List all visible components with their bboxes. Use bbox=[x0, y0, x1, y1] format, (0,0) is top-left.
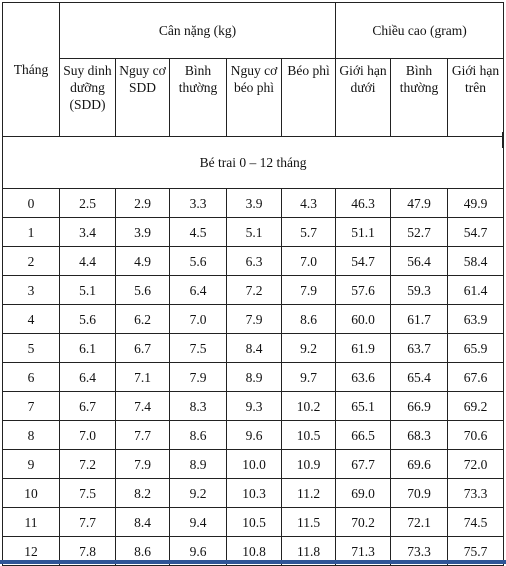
table-row bbox=[3, 479, 504, 508]
value-cell: 9.6 bbox=[170, 537, 227, 566]
value-cell: 10.2 bbox=[282, 392, 336, 421]
value-cell: 52.7 bbox=[391, 218, 448, 247]
month-cell: 6 bbox=[3, 363, 60, 392]
value-cell: 10.8 bbox=[227, 537, 282, 566]
value-cell: 6.4 bbox=[170, 276, 227, 305]
value-cell: 3.3 bbox=[170, 189, 227, 218]
value-cell: 7.7 bbox=[60, 508, 116, 537]
value-cell: 7.9 bbox=[170, 363, 227, 392]
table-row bbox=[3, 450, 504, 479]
value-cell: 6.1 bbox=[60, 334, 116, 363]
value-cell: 7.0 bbox=[282, 247, 336, 276]
month-cell: 10 bbox=[3, 479, 60, 508]
value-cell: 70.2 bbox=[336, 508, 391, 537]
value-cell: 6.3 bbox=[227, 247, 282, 276]
value-cell: 61.4 bbox=[448, 276, 504, 305]
month-cell: 0 bbox=[3, 189, 60, 218]
table-row bbox=[3, 189, 504, 218]
value-cell: 67.7 bbox=[336, 450, 391, 479]
value-cell: 69.6 bbox=[391, 450, 448, 479]
value-cell: 9.4 bbox=[170, 508, 227, 537]
month-cell: 4 bbox=[3, 305, 60, 334]
col-header-lower-limit: Giới hạn dưới bbox=[336, 59, 391, 137]
month-cell: 3 bbox=[3, 276, 60, 305]
value-cell: 6.2 bbox=[116, 305, 170, 334]
value-cell: 74.5 bbox=[448, 508, 504, 537]
table-row bbox=[3, 305, 504, 334]
value-cell: 9.2 bbox=[282, 334, 336, 363]
value-cell: 7.0 bbox=[60, 421, 116, 450]
month-cell: 7 bbox=[3, 392, 60, 421]
value-cell: 2.5 bbox=[60, 189, 116, 218]
bottom-border-bar bbox=[0, 560, 506, 564]
value-cell: 10.9 bbox=[282, 450, 336, 479]
value-cell: 69.2 bbox=[448, 392, 504, 421]
value-cell: 8.6 bbox=[282, 305, 336, 334]
value-cell: 68.3 bbox=[391, 421, 448, 450]
section-title: Bé trai 0 – 12 tháng bbox=[3, 137, 504, 189]
value-cell: 61.9 bbox=[336, 334, 391, 363]
value-cell: 10.3 bbox=[227, 479, 282, 508]
value-cell: 11.2 bbox=[282, 479, 336, 508]
height-group-header: Chiều cao (gram) bbox=[336, 3, 504, 59]
value-cell: 8.4 bbox=[116, 508, 170, 537]
value-cell: 8.3 bbox=[170, 392, 227, 421]
table-row bbox=[3, 392, 504, 421]
value-cell: 51.1 bbox=[336, 218, 391, 247]
value-cell: 7.7 bbox=[116, 421, 170, 450]
growth-table bbox=[2, 2, 504, 566]
value-cell: 9.3 bbox=[227, 392, 282, 421]
col-header-upper-limit: Giới hạn trên bbox=[448, 59, 504, 137]
value-cell: 59.3 bbox=[391, 276, 448, 305]
value-cell: 5.1 bbox=[60, 276, 116, 305]
value-cell: 69.0 bbox=[336, 479, 391, 508]
value-cell: 66.9 bbox=[391, 392, 448, 421]
value-cell: 11.5 bbox=[282, 508, 336, 537]
value-cell: 9.2 bbox=[170, 479, 227, 508]
value-cell: 10.5 bbox=[227, 508, 282, 537]
value-cell: 63.6 bbox=[336, 363, 391, 392]
value-cell: 4.9 bbox=[116, 247, 170, 276]
value-cell: 54.7 bbox=[448, 218, 504, 247]
value-cell: 8.6 bbox=[116, 537, 170, 566]
value-cell: 8.2 bbox=[116, 479, 170, 508]
value-cell: 56.4 bbox=[391, 247, 448, 276]
value-cell: 54.7 bbox=[336, 247, 391, 276]
value-cell: 7.8 bbox=[60, 537, 116, 566]
col-header-risk-obese: Nguy cơ béo phì bbox=[227, 59, 282, 137]
value-cell: 7.5 bbox=[60, 479, 116, 508]
col-header-normal-weight: Bình thường bbox=[170, 59, 227, 137]
value-cell: 6.7 bbox=[60, 392, 116, 421]
table-row bbox=[3, 334, 504, 363]
value-cell: 65.4 bbox=[391, 363, 448, 392]
value-cell: 7.9 bbox=[227, 305, 282, 334]
value-cell: 71.3 bbox=[336, 537, 391, 566]
value-cell: 6.4 bbox=[60, 363, 116, 392]
value-cell: 67.6 bbox=[448, 363, 504, 392]
value-cell: 8.9 bbox=[170, 450, 227, 479]
value-cell: 10.5 bbox=[282, 421, 336, 450]
value-cell: 4.5 bbox=[170, 218, 227, 247]
value-cell: 72.1 bbox=[391, 508, 448, 537]
value-cell: 73.3 bbox=[391, 537, 448, 566]
value-cell: 2.9 bbox=[116, 189, 170, 218]
value-cell: 75.7 bbox=[448, 537, 504, 566]
value-cell: 3.9 bbox=[227, 189, 282, 218]
value-cell: 9.7 bbox=[282, 363, 336, 392]
value-cell: 70.6 bbox=[448, 421, 504, 450]
value-cell: 7.5 bbox=[170, 334, 227, 363]
value-cell: 63.7 bbox=[391, 334, 448, 363]
month-cell: 5 bbox=[3, 334, 60, 363]
value-cell: 4.3 bbox=[282, 189, 336, 218]
value-cell: 5.7 bbox=[282, 218, 336, 247]
value-cell: 7.9 bbox=[116, 450, 170, 479]
value-cell: 8.6 bbox=[170, 421, 227, 450]
value-cell: 66.5 bbox=[336, 421, 391, 450]
month-cell: 12 bbox=[3, 537, 60, 566]
table-row bbox=[3, 508, 504, 537]
month-cell: 8 bbox=[3, 421, 60, 450]
value-cell: 7.9 bbox=[282, 276, 336, 305]
value-cell: 4.4 bbox=[60, 247, 116, 276]
value-cell: 60.0 bbox=[336, 305, 391, 334]
value-cell: 7.2 bbox=[60, 450, 116, 479]
value-cell: 5.1 bbox=[227, 218, 282, 247]
value-cell: 9.6 bbox=[227, 421, 282, 450]
month-cell: 11 bbox=[3, 508, 60, 537]
value-cell: 3.9 bbox=[116, 218, 170, 247]
value-cell: 47.9 bbox=[391, 189, 448, 218]
col-header-obese: Béo phì bbox=[282, 59, 336, 137]
value-cell: 5.6 bbox=[170, 247, 227, 276]
value-cell: 49.9 bbox=[448, 189, 504, 218]
value-cell: 63.9 bbox=[448, 305, 504, 334]
value-cell: 8.9 bbox=[227, 363, 282, 392]
month-header: Tháng bbox=[3, 3, 60, 137]
col-header-risk-sdd: Nguy cơ SDD bbox=[116, 59, 170, 137]
value-cell: 7.2 bbox=[227, 276, 282, 305]
table-row bbox=[3, 421, 504, 450]
value-cell: 65.9 bbox=[448, 334, 504, 363]
table-row bbox=[3, 363, 504, 392]
value-cell: 10.0 bbox=[227, 450, 282, 479]
value-cell: 5.6 bbox=[60, 305, 116, 334]
value-cell: 65.1 bbox=[336, 392, 391, 421]
value-cell: 11.8 bbox=[282, 537, 336, 566]
month-cell: 1 bbox=[3, 218, 60, 247]
value-cell: 61.7 bbox=[391, 305, 448, 334]
col-header-sdd: Suy dinh dưỡng (SDD) bbox=[60, 59, 116, 137]
value-cell: 58.4 bbox=[448, 247, 504, 276]
weight-group-header: Cân nặng (kg) bbox=[60, 3, 336, 59]
value-cell: 8.4 bbox=[227, 334, 282, 363]
month-cell: 2 bbox=[3, 247, 60, 276]
value-cell: 57.6 bbox=[336, 276, 391, 305]
table-row bbox=[3, 247, 504, 276]
value-cell: 46.3 bbox=[336, 189, 391, 218]
value-cell: 7.0 bbox=[170, 305, 227, 334]
value-cell: 7.4 bbox=[116, 392, 170, 421]
table-edge-mark bbox=[502, 132, 504, 148]
col-header-normal-height: Bình thường bbox=[391, 59, 448, 137]
month-cell: 9 bbox=[3, 450, 60, 479]
value-cell: 6.7 bbox=[116, 334, 170, 363]
value-cell: 70.9 bbox=[391, 479, 448, 508]
value-cell: 72.0 bbox=[448, 450, 504, 479]
table-row bbox=[3, 218, 504, 247]
value-cell: 7.1 bbox=[116, 363, 170, 392]
value-cell: 73.3 bbox=[448, 479, 504, 508]
value-cell: 3.4 bbox=[60, 218, 116, 247]
value-cell: 5.6 bbox=[116, 276, 170, 305]
table-row bbox=[3, 276, 504, 305]
